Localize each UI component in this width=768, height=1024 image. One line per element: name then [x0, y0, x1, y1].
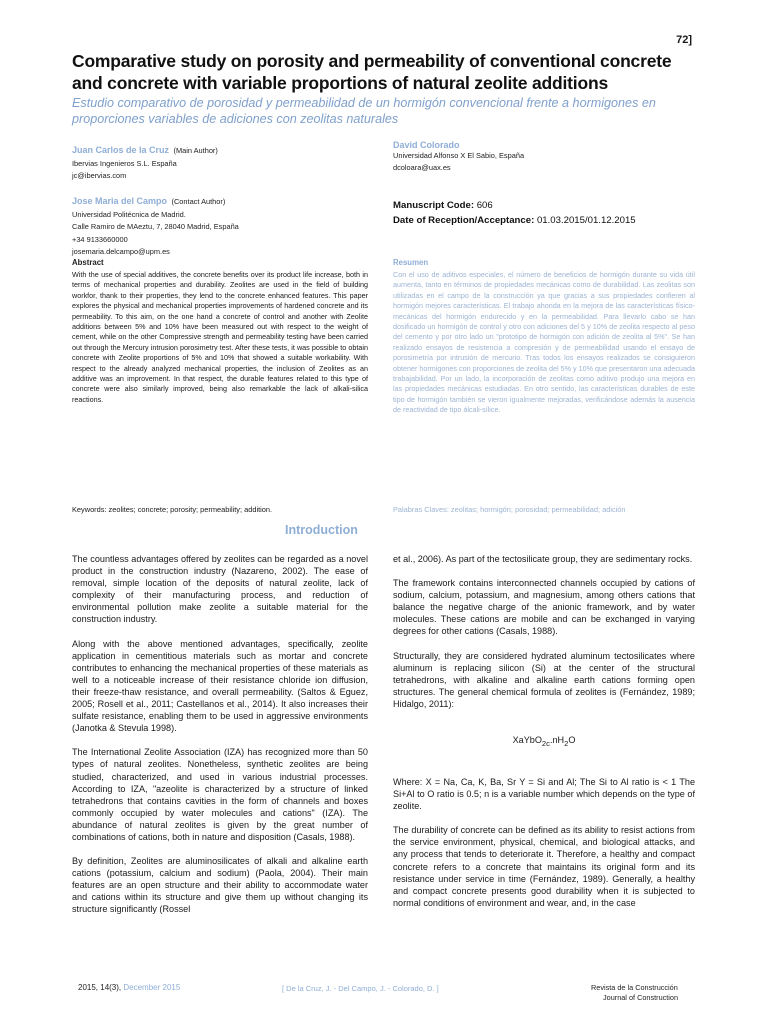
footer-volume-number: 2015, 14(3), [78, 983, 124, 992]
paragraph: The International Zeolite Association (IZA) has recognized more than 50 types of natural zeolites. Nonetheless, synthetic zeolites are being studied, characterized, and used in various industrial processes. According to IZA, "azeolite is characterized by a structure of linked tetrahedrons that contains cavities in the form of channels and boxes commonly occupied by water molecules and cations" (IZA). The abundance of natural zeolites is given by the great number of combinations of cations, both in nature and disposition (Casals, 1988). [72, 747, 368, 842]
introduction-heading: Introduction [285, 523, 358, 537]
resumen-section [393, 258, 695, 416]
author-email: jc@ibervias.com [72, 171, 127, 181]
footer-journal [591, 983, 678, 1003]
author-name: David Colorado [393, 140, 460, 150]
formula-mid: .nH [549, 735, 565, 746]
paragraph: By definition, Zeolites are aluminosilicates of alkali and alkaline earth cations (potassium, calcium and sodium) (Paola, 2004). Their main features are an open structure and their ability to accommodate water and cations within its structure and give them up without changing its structure significantly (Rossel [72, 856, 368, 915]
body-column-right [393, 553, 695, 921]
author-affiliation: Universidad Politécnica de Madrid. [72, 210, 186, 219]
zeolite-formula [393, 734, 695, 750]
author-phone: +34 9133660000 [72, 234, 128, 244]
paragraph: The framework contains interconnected channels occupied by cations of sodium, calcium, potassium, and magnesium, among others cations that balance the negative charge of the anionic framework, and by water molecules. These cations are mobile and can be exchanged in varying degrees for other cations (Casals, 1988). [393, 578, 695, 637]
formula-end: O [568, 735, 576, 746]
formula-subscript: 2 [564, 738, 569, 748]
paper-title: Comparative study on porosity and permeability of conventional concrete and concrete with variable proportions of natural zeolite additions [72, 51, 672, 93]
paragraph: Structurally, they are considered hydrated aluminum tectosilicates where aluminum is replacing silicon (Si) at the center of the structural tetrahedrons, with alkaline and alkaline earth cations forming open structures. The general chemical formula of zeolites is (Fernández, 1989; Hidalgo, 2011): [393, 650, 695, 709]
author-affiliation: Universidad Alfonso X El Sabio, España [393, 151, 525, 160]
formula-subscript: 2c [541, 738, 550, 748]
author-role: (Contact Author) [171, 197, 226, 206]
reception-date-label: Date of Reception/Acceptance: [393, 214, 535, 226]
abstract-text: With the use of special additives, the concrete benefits over its product life increase, both in terms of mechanical properties and durability. Zeolites are used in the field of building workfor, thank to their properties, they lend to the concrete enhanced features. This paper explores the physical and mechanical properties improvements of hardened concrete and its permeability. To this aim, on the one hand a concrete of control and another with Zeolite additions between 5% and 10% have been measured out with respect to the weight of cement, while on the other Compressive strength and permeability testing have been carried out through the Mercury intrusion porosimetry test. After these tests, it was possible to obtain concrete with Zeolite proportions of 5% and 10% that showed a suitable workability. With respect to the already analyzed mechanical properties, the inclusion of Zeolites as an additive was an improvement. In that respect, the durable features related to this type of concrete were also similarly improved, being also remarkable the lack of alkali-silica reactions. [72, 270, 368, 404]
paper-subtitle-spanish: Estudio comparativo de porosidad y permeabilidad de un hormigón convencional frente a hormigones en proporciones variables de adiciones con zeolitas naturales [72, 96, 656, 126]
author-block-second [393, 140, 695, 175]
author-affiliation: Ibervias Ingenieros S.L. España [72, 159, 177, 168]
author-address: Calle Ramiro de MAeztu, 7, 28040 Madrid, España [72, 222, 239, 232]
journal-name-spanish: Revista de la Construcción [591, 983, 678, 992]
keywords: Keywords: zeolites; concrete; porosity; permeability; addition. [72, 505, 273, 514]
footer-volume [78, 983, 180, 992]
abstract-section [72, 258, 368, 405]
footer-date: December 2015 [123, 983, 181, 992]
author-name: Juan Carlos de la Cruz [72, 145, 170, 155]
resumen-text: Con el uso de aditivos especiales, el número de beneficios de hormigón durante su vida útil aumenta, tanto en términos de propiedades mecánicas como de durabilidad. Las zeolitas son utilizadas en el campo de la construcción ya que gracias a sus propiedades confieren al hormigón mejores características. El trabajo ahonda en la mejora de las características físico-mecánicas del hormigón endurecido y en la permeabilidad. Para llevarlo cabo se han dosificado un hormigón de control y otro con adiciones del 5 y 10% de zeolita respecto al peso del cemento y por otro lado un "prototipo de hormigón con adición de zeolita al 5%". Se han realizado ensayos de resistencia a compresión y de permeabilidad usando el ensayo de porosimetría por intrusión de mercurio. Tras todos los ensayos realizados se consiguieron obtener hormigones con proporciones de zeolita del 5% y 10% que presentaron una adecuada trabajabilidad. Por un lado, la incorporación de zeolitas como aditivo produjo una mejora en las propiedades mecánicas estudiadas. En otro sentido, las características durables de este tipo de hormigón también se vieron igualmente mejoradas, verificándose además la ausencia de reactividad de tipo álcali-sílice. [393, 270, 695, 415]
paragraph: Where: X = Na, Ca, K, Ba, Sr Y = Si and Al; The Si to Al ratio is < 1 The Si+Al to O ratio is 0.5; n is a variable number which depends on the type of zeolite. [393, 776, 695, 812]
manuscript-code-label: Manuscript Code: [393, 200, 475, 211]
reception-date-value: 01.03.2015/01.12.2015 [534, 214, 636, 226]
paragraph: et al., 2006). As part of the tectosilicate group, they are sedimentary rocks. [393, 554, 693, 564]
page-number: 72] [676, 34, 692, 46]
manuscript-info [393, 199, 695, 228]
footer-citation: [ De la Cruz, J. - Del Campo, J. - Colorado, D. ] [282, 984, 439, 993]
author-email: josemaria.delcampo@upm.es [72, 246, 170, 256]
abstract-label: Abstract [72, 258, 104, 267]
formula-base: XaYbO [512, 735, 542, 746]
body-column-left [72, 553, 368, 928]
resumen-label: Resumen [393, 258, 429, 267]
journal-name-english: Journal of Construction [603, 993, 679, 1002]
paragraph: The countless advantages offered by zeolites can be regarded as a novel product in the construction industry (Nazareno, 2002). The ease of removal, simple location of the deposits of natural zeolite, lack of complexity of their manufacturing process, and reduction of environmental pollution make zeolite a suitable material for the construction industry. [72, 554, 368, 625]
author-block-main [72, 140, 368, 183]
author-role: (Main Author) [173, 146, 218, 155]
paragraph: The durability of concrete can be defined as its ability to resist actions from the service environment, physical, chemical, and biological attacks, and any process that tends to deteriorate it. Therefore, a healthy and compact concrete refers to a concrete that maintains its original form and its resistance under service in time (Fernández, 1989). Generally, a healthy and compact concrete presents good durability when it is subjected to normal conditions of environment and wear, and, in the case [393, 825, 695, 908]
palabras-claves: Palabras Claves: zeolitas; hormigón; porosidad; permeabilidad; adición [393, 505, 626, 514]
author-name: Jose Maria del Campo [72, 196, 168, 206]
author-block-contact [72, 191, 368, 258]
paragraph: Along with the above mentioned advantages, specifically, zeolite application in cementitious materials such as mortar and concrete contributes to enhancing the mechanical properties of these materials as well to a noticeable increase of their resistance chloride ion diffusion, their freeze-thaw resistance, and overall permeability. (Saltos & Eguez, 2005; Rosell et al., 2011; Castellanos et al., 2014). It also increases their sulfate resistance, enabling them to be used in aggressive environments (Janotka & Stevula 1998). [72, 638, 368, 734]
manuscript-code-value: 606 [474, 200, 493, 211]
author-email: dcoloara@uax.es [393, 163, 451, 173]
